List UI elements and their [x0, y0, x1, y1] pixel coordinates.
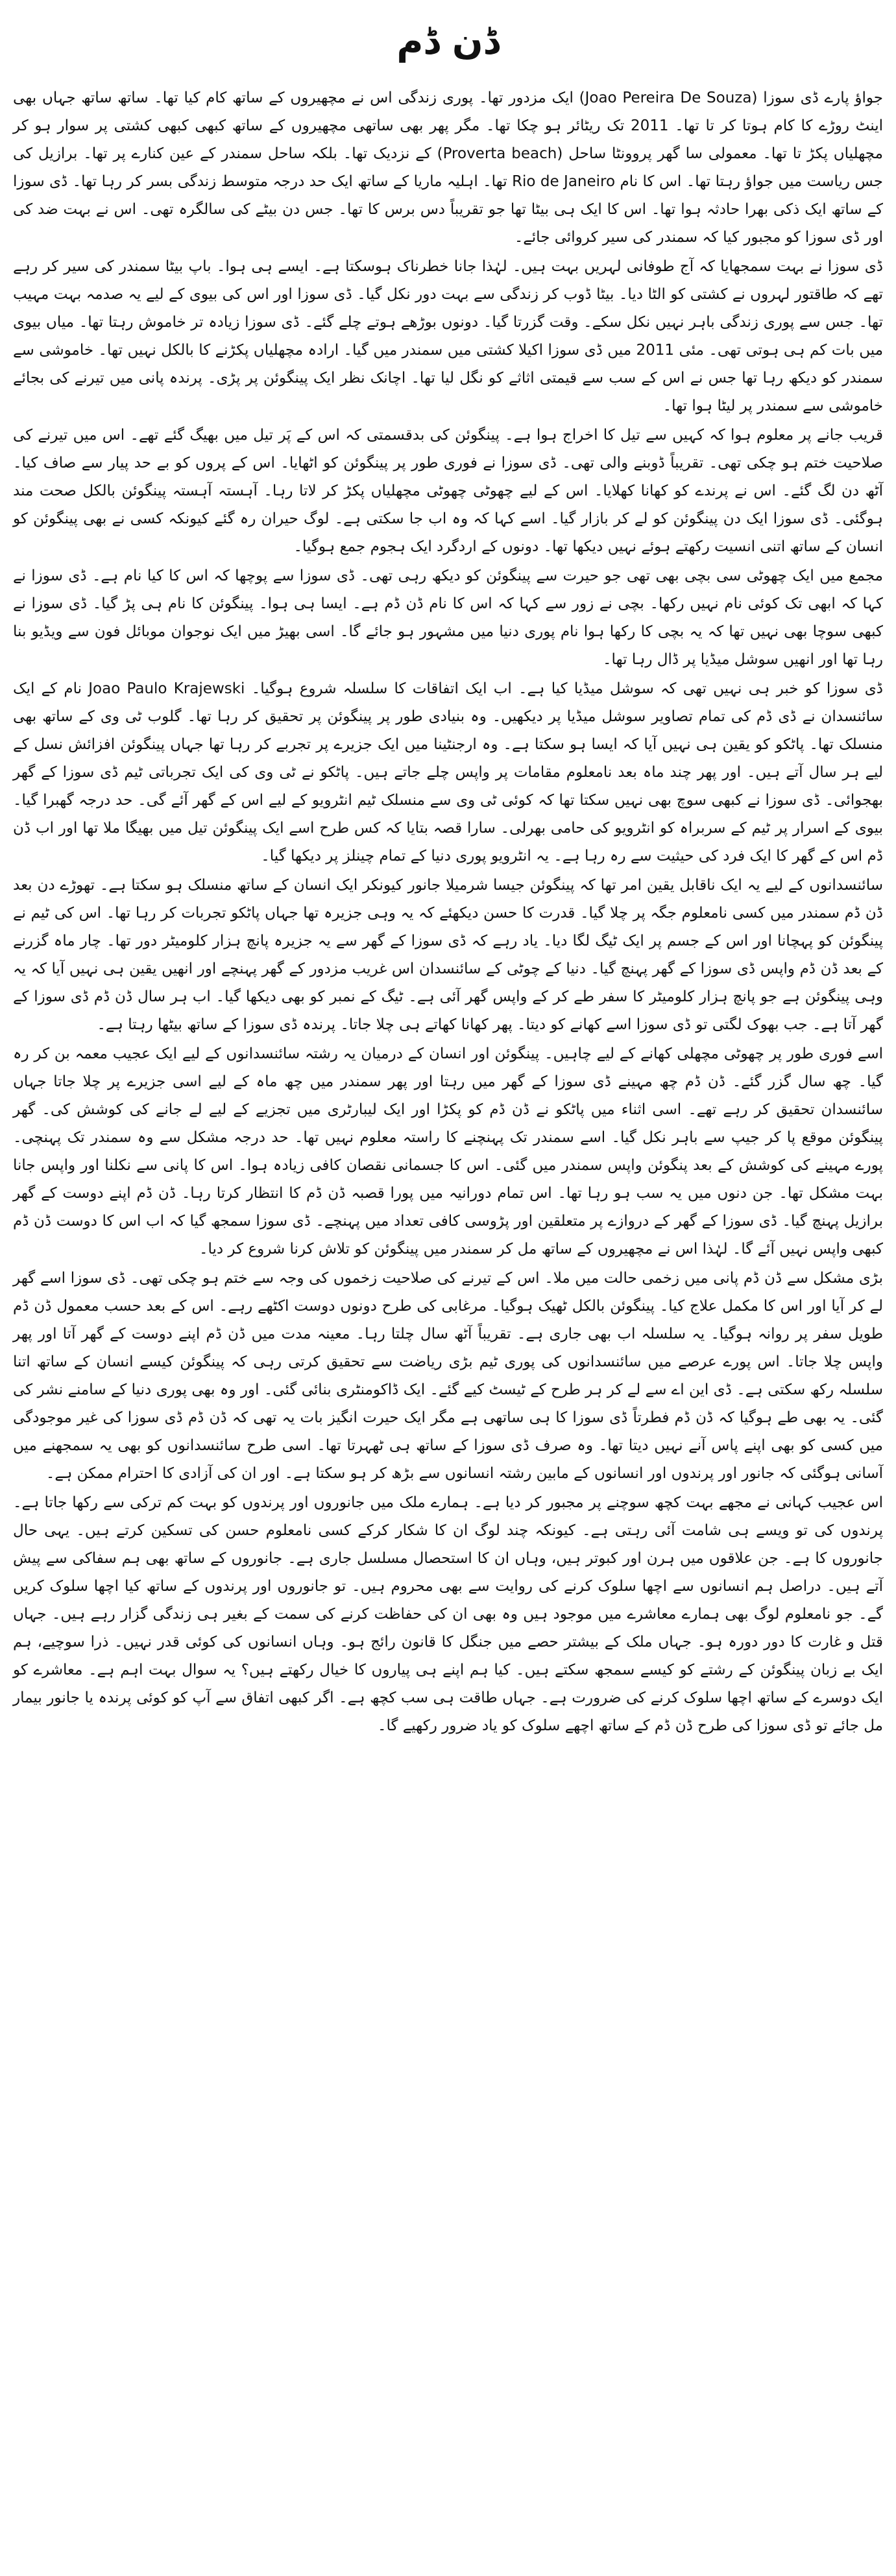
article-paragraph: سائنسدانوں کے لیے یہ ایک ناقابل یقین امر تھا کہ پینگوئن جیسا شرمیلا جانور کیونکر ایک انسان کے ساتھ منسلک ہو سکتا ہے۔ تھوڑے دن بعد ڈن ڈم سمندر میں کسی نامعلوم جگہ پر چلا گیا۔ قدرت کا حسن دیکھئے کہ یہ وہی جزیرہ تھا جہاں پاٹکو تجربات کر رہا تھا۔ اس کی ٹیم نے پینگوئن کو پہچانا اور اس کے جسم پر ایک ٹیگ لگا دیا۔ یاد رہے کہ ڈی سوزا کے گھر سے یہ جزیرہ پانچ ہزار کلومیٹر دور تھا۔ چار ماہ گزرنے کے بعد ڈن ڈم واپس ڈی سوزا کے گھر پہنچ گیا۔ دنیا کے چوٹی کے سائنسدان اس غریب مزدور کے گھر پہنچے اور انھیں یقین ہی نہیں آیا کہ یہ وہی پینگوئن ہے جو پانچ ہزار کلومیٹر کا سفر طے کر کے واپس گھر آئی ہے۔ ٹیگ کے نمبر کو بھی دیکھا گیا۔ اب ہر سال ڈن ڈم ڈی سوزا کے گھر آتا ہے۔ جب بھوک لگتی تو ڈی سوزا اسے کھانے کو دیتا۔ پھر کھانا کھاتے ہی چلا جاتا۔ پرندہ ڈی سوزا کے ساتھ بیٹھا رہتا ہے۔ — [13, 877, 883, 1033]
article-paragraph: جواؤ پارے ڈی سوزا (Joao Pereira De Souza) ایک مزدور تھا۔ پوری زندگی اس نے مچھیروں کے ساتھ کام کیا تھا۔ ساتھ ساتھ جہاں بھی اینٹ روڑے کا کام ہوتا کر تا تھا۔ 2011 تک ریٹائر ہو چکا تھا۔ مگر پھر بھی ساتھی مچھیروں کے ساتھ کبھی کبھی کشتی پر سوار ہو کر مچھلیاں پکڑ تا تھا۔ معمولی سا گھر پروونٹا ساحل (Proverta beach) کے نزدیک تھا۔ بلکہ ساحل سمندر کے عین کنارے پر تھا۔ برازیل کی جس ریاست میں جواؤ رہتا تھا۔ اس کا نام Rio de Janeiro تھا۔ اہلیہ ماریا کے ساتھ ایک حد درجہ متوسط زندگی بسر کر رہا تھا۔ ڈی سوزا کے ساتھ ایک ذکی بھرا حادثہ ہوا تھا۔ اس کا ایک ہی بیٹا تھا جو تقریباً دس برس کا تھا۔ جس دن بیٹے کی سالگرہ تھی۔ اس نے بہت ضد کی اور ڈی سوزا کو مجبور کیا کہ سمندر کی سیر کروائی جائے۔ — [13, 89, 884, 246]
article-title: ڈن ڈم — [396, 21, 500, 63]
article-paragraph: مجمع میں ایک چھوٹی سی بچی بھی تھی جو حیرت سے پینگوئن کو دیکھ رہی تھی۔ ڈی سوزا سے پوچھا کہ اس کا کیا نام ہے۔ ڈی سوزا نے کہا کہ ابھی تک کوئی نام نہیں رکھا۔ بچی نے زور سے کہا کہ اس کا نام ڈن ڈم ہے۔ ایسا ہی ہوا۔ پینگوئن کا نام ہی پڑ گیا۔ ڈی سوزا نے کبھی سوچا بھی نہیں تھا کہ یہ بچی کا رکھا ہوا نام پوری دنیا میں مشہور ہو جائے گا۔ اسی بھیڑ میں ایک نوجوان موبائل فون سے ویڈیو بنا رہا تھا اور انھیں سوشل میڈیا پر ڈال رہا تھا۔ — [13, 567, 883, 668]
article-paragraph: اسے فوری طور پر چھوٹی مچھلی کھانے کے لیے چاہیں۔ پینگوئن اور انسان کے درمیان یہ رشتہ سائنسدانوں کے لیے ایک عجیب معمہ بن کر رہ گیا۔ چھ سال گزر گئے۔ ڈن ڈم چھ مہینے ڈی سوزا کے گھر میں رہتا اور پھر سمندر میں چھ ماہ کے لیے اسی جزیرے پر چلا جاتا جہاں سائنسدان تحقیق کر رہے تھے۔ اسی اثناء میں پاٹکو نے ڈن ڈم کو پکڑا اور ایک لیبارٹری میں تجزیے کے لیے لے جانے کی کوشش کی۔ گھر پینگوئن موقع پا کر جیپ سے باہر نکل گیا۔ اسے سمندر تک پہنچنے کا راستہ معلوم نہیں تھا۔ حد درجہ مشکل سے وہ سمندر تک پہنچی۔ پورے مہینے کی کوشش کے بعد پنگوئن واپس سمندر میں گئی۔ اس کا جسمانی نقصان کافی زیادہ ہوا۔ اس کا پانی سے نکلنا اور واپس جانا بہت مشکل تھا۔ جن دنوں میں یہ سب ہو رہا تھا۔ اس تمام دورانیہ میں پورا قصبہ ڈن ڈم کا انتظار کرتا رہا۔ ڈن ڈم اپنے دوست کے گھر برازیل پہنچ گیا۔ ڈی سوزا کے گھر کے دروازے پر متعلقین اور پڑوسی کافی تعداد میں پہنچے۔ ڈی سوزا سمجھ گیا کہ اب اس کا دوست ڈن ڈم کبھی واپس نہیں آئے گا۔ لہٰذا اس نے مچھیروں کے ساتھ مل کر سمندر میں پینگوئن کو تلاش کرنا شروع کر دیا۔ — [13, 1045, 883, 1258]
article-paragraph: ڈی سوزا نے بہت سمجھایا کہ آج طوفانی لہریں بہت ہیں۔ لہٰذا جانا خطرناک ہوسکتا ہے۔ ایسے ہی ہوا۔ باپ بیٹا سمندر کی سیر کر رہے تھے کہ طاقتور لہروں نے کشتی کو الٹا دیا۔ بیٹا ڈوب کر زندگی سے بہت دور نکل گیا۔ ڈی سوزا اور اس کی بیوی کے لیے یہ صدمہ بہت مہیب تھا۔ جس سے پوری زندگی باہر نہیں نکل سکے۔ وقت گزرتا گیا۔ دونوں بوڑھے ہوتے چلے گئے۔ ڈی سوزا زیادہ تر خاموش رہتا تھا۔ میاں بیوی میں بات کم ہی ہوتی تھی۔ مئی 2011 میں ڈی سوزا اکیلا کشتی میں سمندر میں گیا۔ ارادہ مچھلیاں پکڑنے کا بالکل نہیں تھا۔ خاموشی سے سمندر کو دیکھ رہا تھا جس نے اس کے سب سے قیمتی اثاثے کو نگل لیا تھا۔ اچانک نظر ایک پینگوئن پر پڑی۔ پرندہ پانی میں تیرنے کی بجائے خاموشی سے سمندر پر لیٹا ہوا تھا۔ — [13, 258, 884, 414]
article-body — [13, 84, 883, 1740]
article-paragraph: بڑی مشکل سے ڈن ڈم پانی میں زخمی حالت میں ملا۔ اس کے تیرنے کی صلاحیت زخموں کی وجہ سے ختم ہو چکی تھی۔ ڈی سوزا اسے گھر لے کر آیا اور اس کا مکمل علاج کیا۔ پینگوئن بالکل ٹھیک ہوگیا۔ مرغابی کی طرح دونوں دوست اکٹھے رہے۔ اس کے بعد حسب معمول ڈن ڈم طویل سفر پر روانہ ہوگیا۔ یہ سلسلہ اب بھی جاری ہے۔ تقریباً آٹھ سال چلتا رہا۔ معینہ مدت میں ڈن ڈم اپنے دوست کے گھر آتا اور پھر واپس چلا جاتا۔ اس پورے عرصے میں سائنسدانوں کی پوری ٹیم بڑی ریاضت سے تحقیق کرتی رہی کہ پینگوئن کیسے انسان کے ساتھ اتنا سلسلہ رکھ سکتی ہے۔ ڈی این اے سے لے کر ہر طرح کے ٹیسٹ کیے گئے۔ ایک ڈاکومنٹری بنائی گئی۔ اور وہ بھی پوری دنیا کے سامنے نشر کی گئی۔ یہ بھی طے ہوگیا کہ ڈن ڈم فطرتاً ڈی سوزا کا ہی ساتھی ہے مگر ایک حیرت انگیز بات یہ تھی کہ ڈن ڈم ڈی سوزا کی غیر موجودگی میں کسی کو بھی اپنے پاس آنے نہیں دیتا تھا۔ وہ صرف ڈی سوزا کے ساتھ ہی ٹھہرتا تھا۔ اسی طرح سائنسدانوں کو بھی یہ سمجھنے میں آسانی ہوگئی کہ جانور اور پرندوں اور انسانوں کے مابین رشتہ انسانوں سے بڑھ کر ہو سکتا ہے۔ اور ان کی آزادی کا احترام ممکن ہے۔ — [13, 1270, 883, 1482]
article-paragraph: اس عجیب کہانی نے مجھے بہت کچھ سوچنے پر مجبور کر دیا ہے۔ ہمارے ملک میں جانوروں اور پرندوں کو بہت کم ترکی سے رکھا جاتا ہے۔ پرندوں کی تو ویسے ہی شامت آئی رہتی ہے۔ کیونکہ چند لوگ ان کا شکار کرکے کسی نامعلوم حسن کی تسکین کرتے ہیں۔ یہی حال جانوروں کا ہے۔ جن علاقوں میں ہرن اور کبوتر ہیں، وہاں ان کا استحصال مسلسل جاری ہے۔ جانوروں کے ساتھ بھی ہم سفاکی سے پیش آتے ہیں۔ دراصل ہم انسانوں سے اچھا سلوک کرنے کی روایت سے بھی محروم ہیں۔ تو جانوروں اور پرندوں کے ساتھ کیا اچھا سلوک کریں گے۔ جو نامعلوم لوگ بھی ہمارے معاشرے میں موجود ہیں وہ بھی ان کی حفاظت کرنے کی سمت کے بغیر ہی زندگی گزار رہے ہیں۔ جہاں قتل و غارت کا دور دورہ ہو۔ جہاں ملک کے بیشتر حصے میں جنگل کا قانون رائج ہو۔ وہاں انسانوں کی کوئی قدر نہیں۔ ذرا سوچیے، ہم ایک بے زبان پینگوئن کے رشتے کو کیسے سمجھ سکتے ہیں۔ کیا ہم اپنے ہی پیاروں کا خیال رکھتے ہیں؟ یہ سوال بہت اہم ہے۔ معاشرے کو ایک دوسرے کے ساتھ اچھا سلوک کرنے کی ضرورت ہے۔ جہاں طاقت ہی سب کچھ ہے۔ اگر کبھی اتفاق سے آپ کو کوئی پرندہ یا جانور بیمار مل جائے تو ڈی سوزا کی طرح ڈن ڈم کے ساتھ اچھے سلوک کو یاد ضرور رکھیے گا۔ — [13, 1494, 883, 1734]
article-paragraph: قریب جانے پر معلوم ہوا کہ کہیں سے تیل کا اخراج ہوا ہے۔ پینگوئن کی بدقسمتی کہ اس کے پَر تیل میں بھیگ گئے تھے۔ اس میں تیرنے کی صلاحیت ختم ہو چکی تھی۔ تقریباً ڈوبنے والی تھی۔ ڈی سوزا نے فوری طور پر پینگوئن کو اٹھایا۔ اس کے پروں کو بے حد پیار سے صاف کیا۔ آٹھ دن لگ گئے۔ اس نے پرندے کو کھانا کھلایا۔ اس کے لیے چھوٹی چھوٹی مچھلیاں پکڑ کر لاتا رہا۔ آہستہ آہستہ پینگوئن بالکل صحت مند ہوگئی۔ ڈی سوزا ایک دن پینگوئن کو لے کر بازار گیا۔ اسے کہا کہ وہ اب جا سکتی ہے۔ لوگ حیران رہ گئے کیونکہ کسی نے بھی پینگوئن کو انسان کے ساتھ اتنی انسیت رکھتے ہوئے نہیں دیکھا تھا۔ دونوں کے اردگرد ایک ہجوم جمع ہوگیا۔ — [13, 427, 883, 555]
article-paragraph: ڈی سوزا کو خبر ہی نہیں تھی کہ سوشل میڈیا کیا ہے۔ اب ایک اتفاقات کا سلسلہ شروع ہوگیا۔ Joao Paulo Krajewski نام کے ایک سائنسدان نے ڈی ڈم کی تمام تصاویر سوشل میڈیا پر دیکھیں۔ وہ بنیادی طور پر پینگوئن پر تحقیق کر رہا تھا۔ گلوب ٹی وی کے ساتھ بھی منسلک تھا۔ پاٹکو کو یقین ہی نہیں آیا کہ ایسا ہو سکتا ہے۔ وہ ارجنٹینا میں ایک جزیرے پر تجربے کر رہا تھا جہاں پینگوئن افزائش نسل کے لیے ہر سال آتے ہیں۔ اور پھر چند ماہ بعد نامعلوم مقامات پر واپس چلے جاتے ہیں۔ پاٹکو نے ٹی وی کی ایک تجرباتی ٹیم ڈی سوزا کے گھر بھجوائی۔ ڈی سوزا نے کبھی سوچ بھی نہیں سکتا تھا کہ کوئی ٹی وی سے منسلک ٹیم انٹرویو کے لیے اس کے گھر آئے گی۔ حد درجہ گھبرا گیا۔ بیوی کے اسرار پر ٹیم کے سربراہ کو انٹرویو کی حامی بھرلی۔ سارا قصہ بتایا کہ کس طرح اسے ایک پینگوئن تیل میں بھیگا ملا تھا اور اب ڈن ڈم اس کے گھر کا ایک فرد کی حیثیت سے رہ رہا ہے۔ یہ انٹرویو پوری دنیا کے تمام چینلز پر دیکھا گیا۔ — [13, 680, 883, 865]
